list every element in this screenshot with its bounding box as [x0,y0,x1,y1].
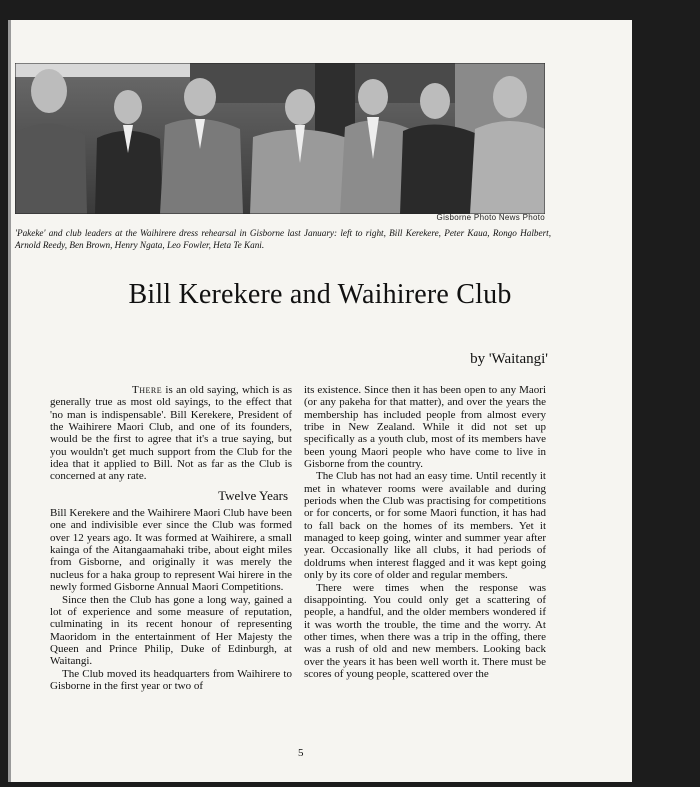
article-title: Bill Kerekere and Waihirere Club [128,279,512,310]
lead-text: is an old saying, which is as generally true as most old sayings, to the effect that 'no man is indispensable'. Bill Kerekere, President of the Waihirere Maori Club, and one of its founders, would be the first to agree that it's a true saying, but you wouldn't get much support from the Club for the idea that it applied to Bill. Not as far as the Club is concerned at any rate. [50,384,292,483]
paragraph: There were times when the response was disappointing. You could only get a scattering of people, a handful, and the older members wondered if it was worth the trouble, the time and the worry. At other times, when there was a trip in the offing, there was a rush of old and new members. Looking back over the years it has been well worth it. There must be scores of young people, scattered over the [304,581,546,680]
page-number: 5 [298,747,304,759]
paragraph: Since then the Club has gone a long way, gained a lot of experience and some measure of reputation, culminating in its recent honour of representing Maoridom in the entertainment of Her Majesty the Queen and Prince Philip, Duke of Edinburgh, at Waitangi. [50,593,292,668]
magazine-page [8,20,632,782]
paragraph: The Club has not had an easy time. Until recently it met in whatever rooms were available and during periods when the Club was practising for competitions or for concerts, or for some Maori function, it has had to fall back on the homes of its members. Yet it managed to keep going, winter and summer year after year. Occasionally like all clubs, it had periods of doldrums when interest flagged and it was kept going only by its core of older and regular members. [304,470,546,582]
group-photograph [15,63,545,214]
drop-word: There [132,384,163,396]
paragraph: Bill Kerekere and the Waihirere Maori Club have been one and indivisible ever since the Club was formed over 12 years ago. It was formed at Waihirere, a small kainga of the Aitangaamahaki tribe, about eight miles from Gisborne, and originally it was merely the nucleus for a haka group to represent Wai hirere in the newly formed Gisborne Annual Maori Competitions. [50,507,292,594]
lead-paragraph [50,384,292,483]
article-byline: by 'Waitangi' [470,351,548,367]
text-column-left [50,384,292,692]
text-column-right [304,384,546,680]
photo-illustration [15,63,545,214]
photo-caption: 'Pakeke' and club leaders at the Waihirere dress rehearsal in Gisborne last January: left to right, Bill Kerekere, Peter Kaua, Rongo Halbert, Arnold Reedy, Ben Brown, Henry Ngata, Leo Fowler, Heta Te Kani. [15,228,551,250]
paragraph: its existence. Since then it has been open to any Maori (or any pakeha for that matter), and over the years the membership has included people from almost every tribe in New Zealand. While it did not set up specifically as a youth club, most of its members have been young Maori people who have come to live in Gisborne from the country. [304,384,546,471]
photo-credit: Gisborne Photo News Photo [436,213,545,222]
paragraph: The Club moved its headquarters from Waihirere to Gisborne in the first year or two of [50,667,292,692]
section-subhead: Twelve Years [218,487,288,503]
